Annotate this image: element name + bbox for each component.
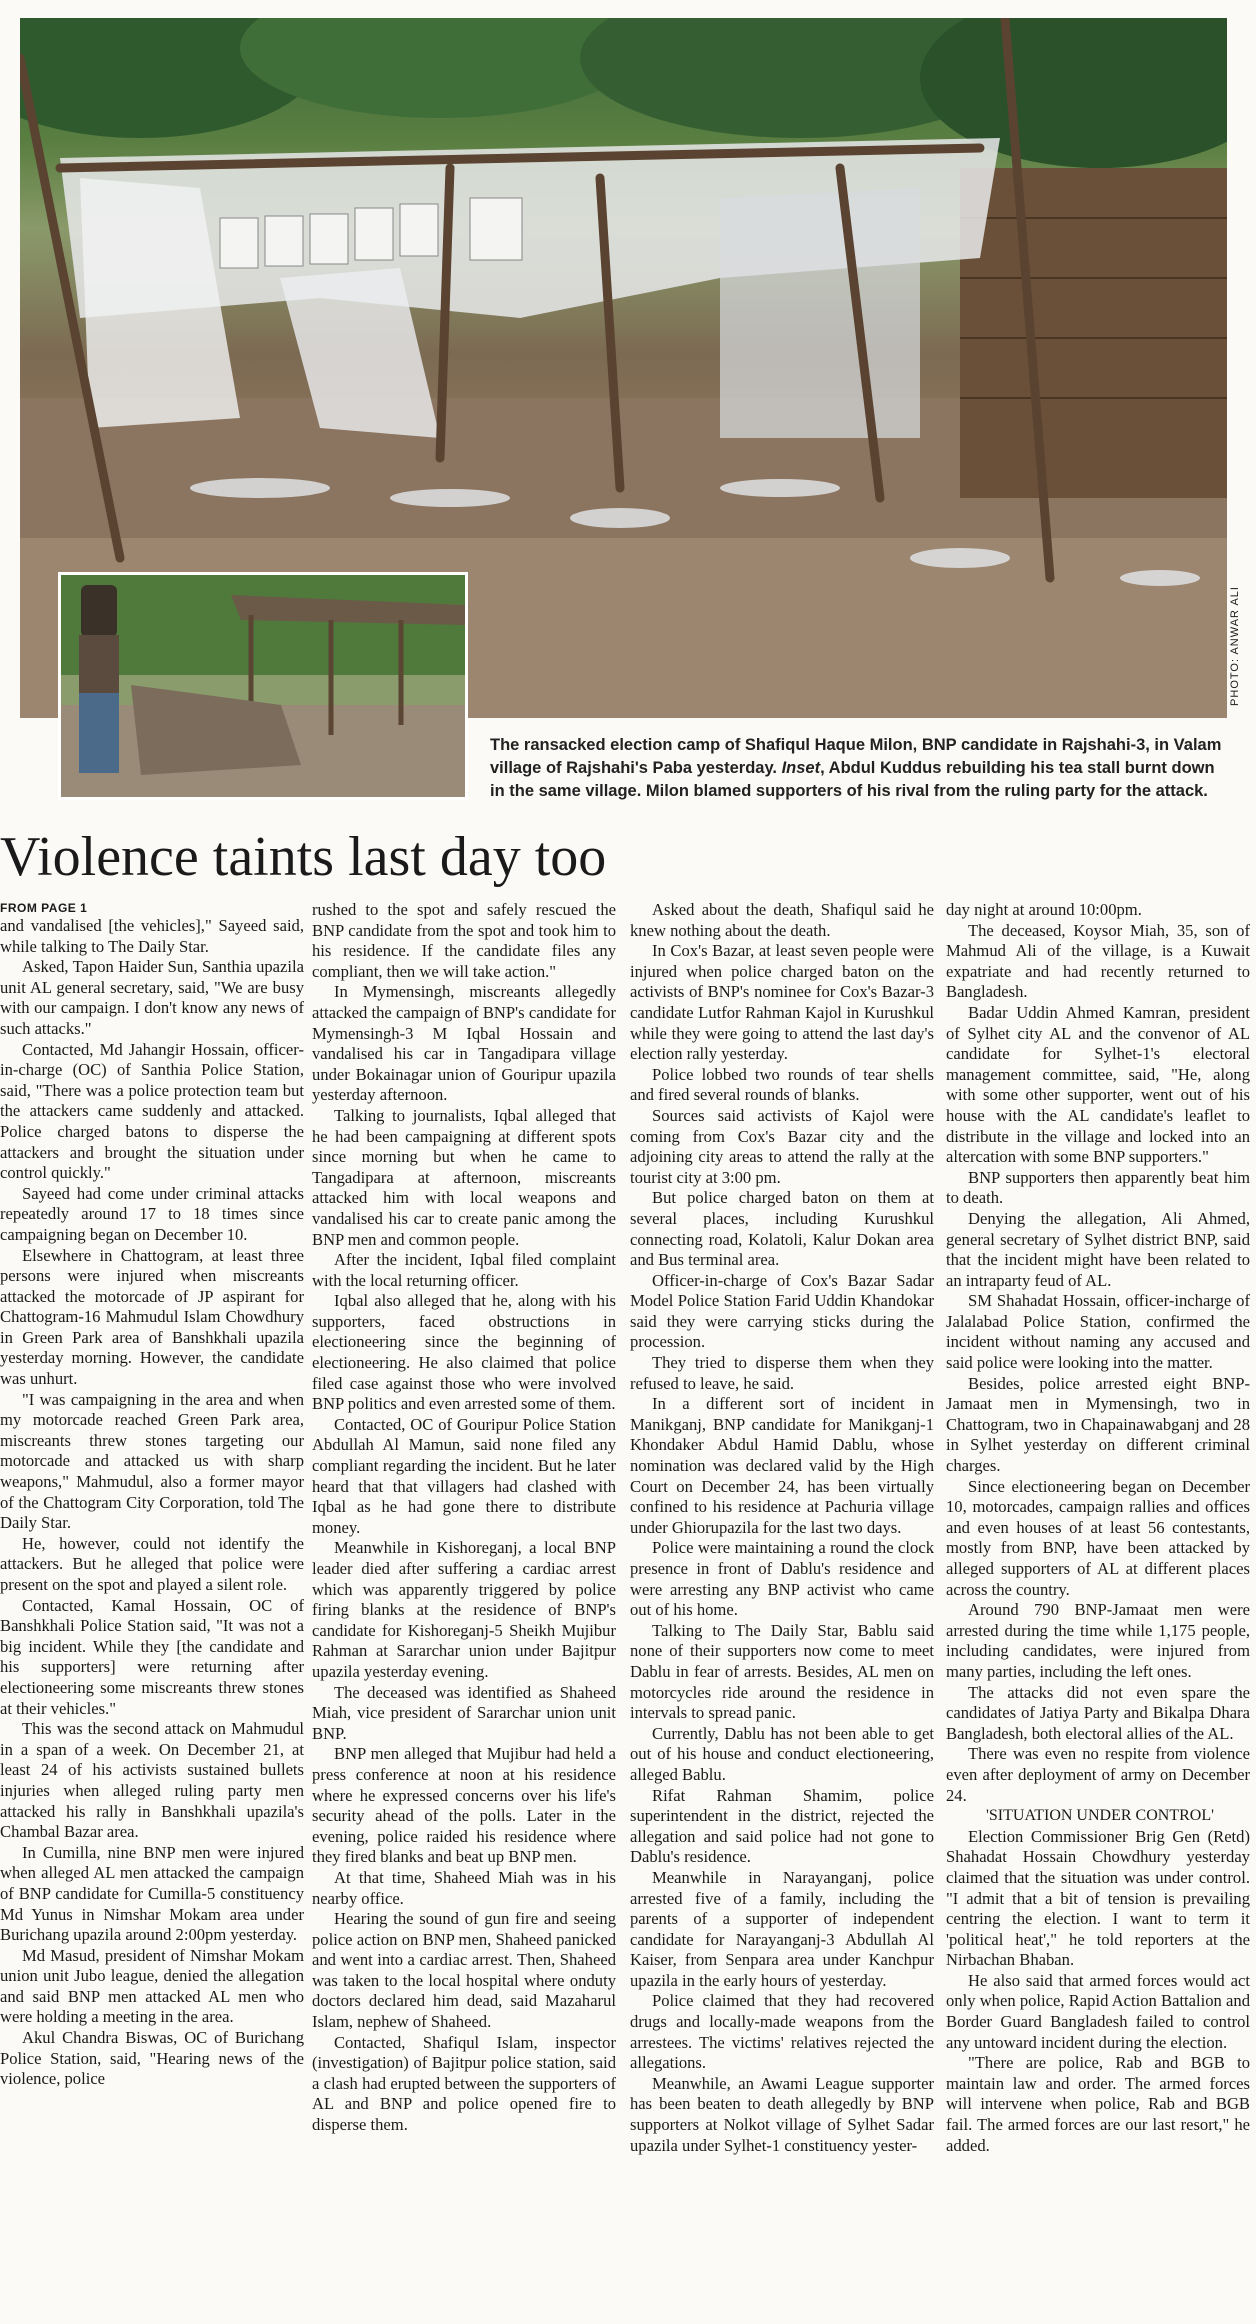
paragraph: Currently, Dablu has not been able to get out of his house and conduct electioneering, alleged Bablu. <box>630 1723 934 1784</box>
paragraph: Besides, police arrested eight BNP-Jamaat men in Mymensingh, two in Chattogram, two in Chapainawabganj and 28 in Sylhet yesterday on different criminal charges. <box>946 1373 1250 1476</box>
paragraph: He also said that armed forces would act only when police, Rapid Action Battalion and Border Guard Bangladesh failed to control any untoward incident during the election. <box>946 1970 1250 2052</box>
paragraph: and vandalised [the vehicles]," Sayeed said, while talking to The Daily Star. <box>0 916 304 956</box>
paragraph: The attacks did not even spare the candidates of Jatiya Party and Bikalpa Dhara Bangladesh, both electoral allies of the AL. <box>946 1682 1250 1743</box>
paragraph: Asked about the death, Shafiqul said he knew nothing about the death. <box>630 900 934 940</box>
photo-caption: The ransacked election camp of Shafiqul Haque Milon, BNP candidate in Rajshahi-3, in Valam village of Rajshahi's Paba yesterday. Inset, Abdul Kuddus rebuilding his tea stall burnt down in the same village. Milon blamed supporters of his rival from the ruling party for the attack. <box>490 736 1222 800</box>
paragraph: Md Masud, president of Nimshar Mokam union unit Jubo league, denied the allegation and said BNP men attacked AL men who were holding a meeting in the area. <box>0 1945 304 2027</box>
article-column-1 <box>0 900 304 2090</box>
paragraph: Meanwhile, an Awami League supporter has been beaten to death allegedly by BNP supporters at Nolkot village of Sylhet Sadar upazila under Sylhet-1 constituency yester- <box>630 2073 934 2155</box>
paragraph: Talking to The Daily Star, Bablu said none of their supporters now come to meet Dablu in fear of arrests. Besides, AL men on motorcycles ride around the residence in intervals to spread panic. <box>630 1620 934 1723</box>
paragraph: Election Commissioner Brig Gen (Retd) Shahadat Hossain Chowdhury yesterday claimed that the situation was under control. "I admit that a bit of tension is prevailing centring the election. I want to term it 'political heat'," he told reporters at the Nirbachan Bhaban. <box>946 1826 1250 1970</box>
headline: Violence taints last day too <box>0 826 607 888</box>
paragraph: Contacted, Shafiqul Islam, inspector (investigation) of Bajitpur police station, said a clash had erupted between the supporters of AL and BNP and police opened fire to disperse them. <box>312 2032 616 2135</box>
paragraph: This was the second attack on Mahmudul in a span of a week. On December 21, at least 24 of his activists sustained bullets injuries when alleged ruling party men attacked his rally in Banshkhali upazila's Chambal Bazar area. <box>0 1719 304 1842</box>
paragraph: Meanwhile in Kishoreganj, a local BNP leader died after suffering a cardiac arrest which was apparently triggered by police firing blanks at the residence of BNP's candidate for Kishoreganj-5 Sheikh Mujibur Rahman at Sararchar union under Bajitpur upazila yesterday evening. <box>312 1538 616 1681</box>
paragraph: The deceased, Koysor Miah, 35, son of Mahmud Ali of the village, is a Kuwait expatriate and had recently returned to Bangladesh. <box>946 920 1250 1002</box>
paragraph: day night at around 10:00pm. <box>946 900 1142 919</box>
paragraph: Police were maintaining a round the clock presence in front of Dablu's residence and were arresting any BNP activist who came out of his home. <box>630 1538 934 1620</box>
paragraph: Since electioneering began on December 10, motorcades, campaign rallies and offices and even houses of at least 56 contestants, mostly from BNP, have been attacked by alleged supporters of AL at different places across the country. <box>946 1476 1250 1599</box>
paragraph: Iqbal also alleged that he, along with his supporters, faced obstructions in electioneering since the beginning of electioneering. He also claimed that police filed case against those who were involved BNP politics and even arrested some of them. <box>312 1291 616 1414</box>
article-column-4 <box>946 900 1250 2156</box>
subheading: 'SITUATION UNDER CONTROL' <box>986 1807 1214 1825</box>
paragraph: Asked, Tapon Haider Sun, Santhia upazila unit AL general secretary, said, "We are busy with our campaign. I don't know any news of such attacks." <box>0 957 304 1038</box>
paragraph: At that time, Shaheed Miah was in his nearby office. <box>312 1867 616 1908</box>
inset-photo <box>58 572 468 800</box>
paragraph: rushed to the spot and safely rescued the BNP candidate from the spot and took him to his residence. If the candidate files any compliant, then we will take action." <box>312 900 616 981</box>
paragraph: There was even no respite from violence even after deployment of army on December 24. <box>946 1744 1250 1805</box>
paragraph: Elsewhere in Chattogram, at least three persons were injured when miscreants attacked the motorcade of JP aspirant for Chattogram-16 Mahmudul Islam Chowdhury in Green Park area of Banshkhali upazila yesterday morning. However, the candidate was unhurt. <box>0 1245 304 1389</box>
photo-credit: PHOTO: ANWAR ALI <box>1228 586 1241 706</box>
paragraph: Sources said activists of Kajol were coming from Cox's Bazar city and the adjoining city areas to attend the rally at the tourist city at 3:00 pm. <box>630 1105 934 1187</box>
paragraph: In a different sort of incident in Manikganj, BNP candidate for Manikganj-1 Khondaker Abdul Hamid Dablu, whose nomination was declared valid by the High Court on December 24, has been virtually confined to his residence at Pachuria village under Ghiorupazila for the last two days. <box>630 1394 934 1537</box>
paragraph: Contacted, Kamal Hossain, OC of Banshkhali Police Station said, "It was not a big incident. While they [the candidate and his supporters] were returning after electioneering some miscreants threw stones at their vehicles." <box>0 1595 304 1718</box>
from-page-label: FROM PAGE 1 <box>0 901 88 915</box>
paragraph: Meanwhile in Narayanganj, police arrested five of a family, including the parents of a supporter of independent candidate for Narayanganj-3 Abdullah Al Kaiser, from Senpara area under Kanchpur upazila in the early hours of yesterday. <box>630 1867 934 1990</box>
paragraph: Contacted, OC of Gouripur Police Station Abdullah Al Mamun, said none filed any compliant regarding the incident. But he later heard that that villagers had clashed with Iqbal as he had gone there to distribute money. <box>312 1414 616 1537</box>
paragraph: SM Shahadat Hossain, officer-incharge of Jalalabad Police Station, confirmed the incident without naming any accused and said police were looking into the matter. <box>946 1291 1250 1373</box>
paragraph: BNP men alleged that Mujibur had held a press conference at noon at his residence where he expressed concerns over his life's security ahead of the polls. Later in the evening, police raided his residence where they fired blanks and beat up BNP men. <box>312 1744 616 1867</box>
paragraph: Badar Uddin Ahmed Kamran, president of Sylhet city AL and the convenor of AL candidate for Sylhet-1's electoral management committee, said, "He, along with some other supporter, went out of his house with the AL candidate's leaflet to distribute in the village and locked into an altercation with some BNP supporters." <box>946 1002 1250 1167</box>
paragraph: They tried to disperse them when they refused to leave, he said. <box>630 1353 934 1393</box>
paragraph: Denying the allegation, Ali Ahmed, general secretary of Sylhet district BNP, said that the incident might have been related to an intraparty feud of AL. <box>946 1208 1250 1290</box>
tea-stall-illustration <box>61 575 465 797</box>
paragraph: Sayeed had come under criminal attacks repeatedly around 17 to 18 times since campaigning began on December 10. <box>0 1183 304 1244</box>
paragraph: "There are police, Rab and BGB to maintain law and order. The armed forces will intervene when police, Rab and BGB fail. The armed forces are our last resort," he added. <box>946 2053 1250 2155</box>
article-column-3 <box>630 900 934 2156</box>
paragraph: Police lobbed two rounds of tear shells and fired several rounds of blanks. <box>630 1064 934 1105</box>
paragraph: Rifat Rahman Shamim, police superintendent in the district, rejected the allegation and said police had not gone to Dablu's residence. <box>630 1785 934 1867</box>
paragraph: Officer-in-charge of Cox's Bazar Sadar Model Police Station Farid Uddin Khandokar said they were carrying sticks during the procession. <box>630 1270 934 1352</box>
paragraph: Akul Chandra Biswas, OC of Burichang Police Station, said, "Hearing news of the violence, police <box>0 2028 304 2089</box>
paragraph: He, however, could not identify the attackers. But he alleged that police were present on the spot and played a silent role. <box>0 1533 304 1594</box>
paragraph: After the incident, Iqbal filed complaint with the local returning officer. <box>312 1250 616 1290</box>
paragraph: Talking to journalists, Iqbal alleged that he had been campaigning at different spots since morning but when he came to Tangadipara at afternoon, miscreants attacked him with local weapons and vandalised his car to create panic among the BNP men and common people. <box>312 1105 616 1249</box>
paragraph: In Mymensingh, miscreants allegedly attacked the campaign of BNP's candidate for Mymensingh-3 M Iqbal Hossain and vandalised his car in Tangadipara village under Bokainagar union of Gouripur upazila yesterday afternoon. <box>312 982 616 1105</box>
paragraph: But police charged baton on them at several places, including Kurushkul connecting road, Kolatoli, Kalur Dokan area and Bus terminal area. <box>630 1188 934 1270</box>
paragraph: In Cumilla, nine BNP men were injured when alleged AL men attacked the campaign of BNP candidate for Cumilla-5 constituency Md Yunus in Nimshar Mokam area under Burichang upazila around 2:00pm yesterday. <box>0 1842 304 1945</box>
article-column-2 <box>312 900 616 2136</box>
paragraph: Hearing the sound of gun fire and seeing police action on BNP men, Shaheed panicked and went into a cardiac arrest. Then, Shaheed was taken to the local hospital where onduty doctors declared him dead, said Mazaharul Islam, nephew of Shaheed. <box>312 1909 616 2032</box>
paragraph: Police claimed that they had recovered drugs and locally-made weapons from the arrestees. The victims' relatives rejected the allegations. <box>630 1991 934 2073</box>
paragraph: In Cox's Bazar, at least seven people were injured when police charged baton on the activists of BNP's nominee for Cox's Bazar-3 candidate Lutfor Rahman Kajol in Kurushkul while they were going to attend the last day's election rally yesterday. <box>630 941 934 1064</box>
paragraph: BNP supporters then apparently beat him to death. <box>946 1167 1250 1208</box>
paragraph: Contacted, Md Jahangir Hossain, officer-in-charge (OC) of Santhia Police Station, said, "There was a police protection team but the attackers came suddenly and attacked. Police charged batons to disperse the attackers and brought the situation under control quickly." <box>0 1039 304 1183</box>
paragraph: "I was campaigning in the area and when my motorcade reached Green Park area, miscreants threw stones targeting our motorcade and attacked us with sharp weapons," Mahmudul, also a former mayor of the Chattogram City Corporation, told The Daily Star. <box>0 1389 304 1533</box>
paragraph: The deceased was identified as Shaheed Miah, vice president of Sararchar union unit BNP. <box>312 1682 616 1743</box>
paragraph: Around 790 BNP-Jamaat men were arrested during the time while 1,175 people, including candidates, were injured from many parties, including the left ones. <box>946 1600 1250 1681</box>
